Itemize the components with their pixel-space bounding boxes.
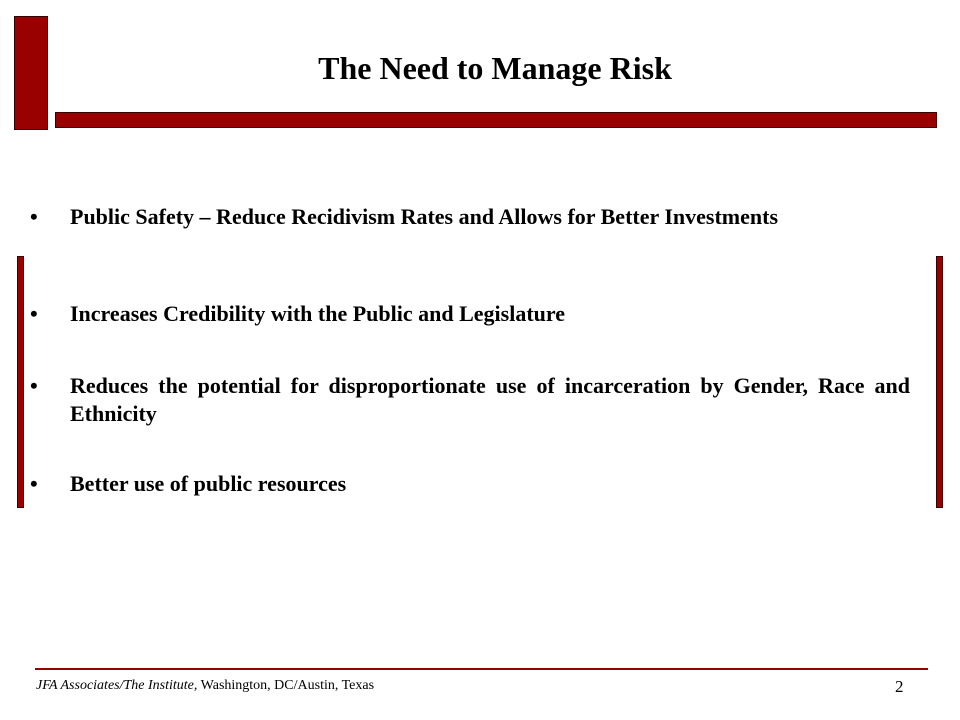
bullet-text: Reduces the potential for disproportionate use of incarceration by Gender, Race and Ethnicity xyxy=(70,373,910,426)
bullet-item xyxy=(30,470,910,498)
bullet-marker: • xyxy=(30,301,38,326)
footer-location: Washington, DC/Austin, Texas xyxy=(197,678,375,693)
slide-title: The Need to Manage Risk xyxy=(318,50,672,86)
bullet-text: Public Safety – Reduce Recidivism Rates and Allows for Better Investments xyxy=(70,204,779,229)
title-underline-bar xyxy=(55,112,937,128)
bullet-text: Increases Credibility with the Public and Legislature xyxy=(70,301,566,326)
bullet-item xyxy=(30,300,910,328)
page-number: 2 xyxy=(895,677,904,696)
content-left-border xyxy=(17,256,24,508)
bullet-text: Better use of public resources xyxy=(70,471,347,496)
left-vertical-accent-bar xyxy=(14,16,48,130)
footer-org: JFA Associates/The Institute, xyxy=(36,678,198,693)
bullet-marker: • xyxy=(30,471,38,496)
footer-credit xyxy=(36,677,374,695)
bullet-item xyxy=(30,372,910,428)
content-right-border xyxy=(936,256,943,508)
bullet-item xyxy=(30,203,910,231)
bullet-marker: • xyxy=(30,204,38,229)
footer-divider xyxy=(35,668,928,670)
bullet-marker: • xyxy=(30,373,38,398)
